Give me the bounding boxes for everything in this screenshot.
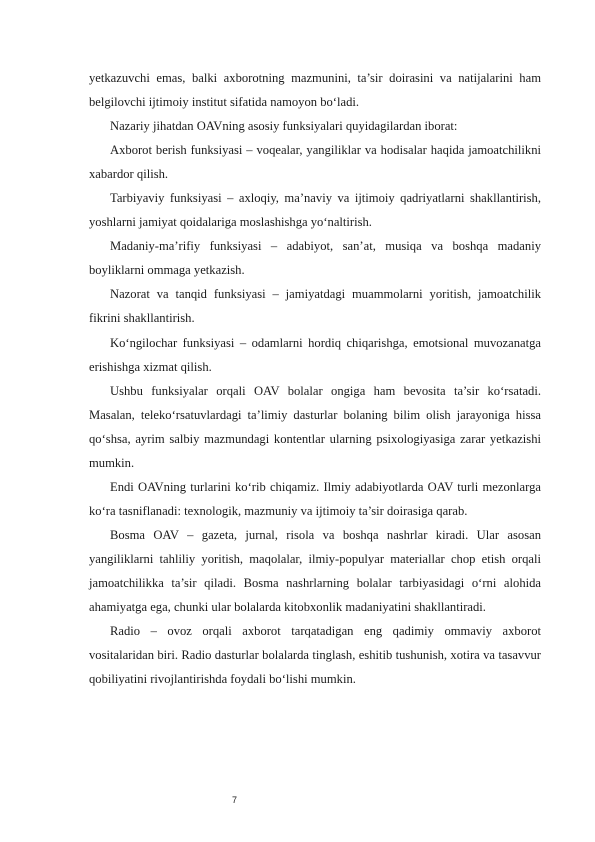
paragraph-entertainment-function: Ko‘ngilochar funksiyasi – odamlarni hordiq chiqarishga, emotsional muvozanatga erishishga xizmat qilish. <box>89 335 541 374</box>
paragraph-control-function: Nazorat va tanqid funksiyasi – jamiyatdagi muammolarni yoritish, jamoatchilik fikrini shakllantirish. <box>89 287 541 326</box>
paragraph-educational-function: Tarbiyaviy funksiyasi – axloqiy, ma’naviy va ijtimoiy qadriyatlarni shakllantirish, yoshlarni jamiyat qoidalariga moslashishga yo‘naltirish. <box>89 191 541 230</box>
paragraph-cultural-function: Madaniy-ma’rifiy funksiyasi – adabiyot, san’at, musiqa va boshqa madaniy boyliklarni ommaga yetkazish. <box>89 239 541 278</box>
paragraph-functions-intro: Nazariy jihatdan OAVning asosiy funksiyalari quyidagilardan iborat: <box>110 119 458 134</box>
paragraph-media-types: Endi OAVning turlarini ko‘rib chiqamiz. Ilmiy adabiyotlarda OAV turli mezonlarga ko‘ra tasniflanadi: texnologik, mazmuniy va ijtimoiy ta’sir doirasiga qarab. <box>89 479 541 518</box>
page-number: 7 <box>232 795 238 805</box>
paragraph-influence-on-children: Ushbu funksiyalar orqali OAV bolalar ongiga ham bevosita ta’sir ko‘rsatadi. Masalan, teleko‘rsatuvlardagi ta’limiy dasturlar bolaning bilim olish jarayoniga hissa qo‘shsa, ayrim salbiy mazmundagi kontentlar ularning psixologiyasiga zarar yetkazishi mumkin. <box>89 383 541 470</box>
body-text <box>89 66 541 691</box>
paragraph-print-media: Bosma OAV – gazeta, jurnal, risola va boshqa nashrlar kiradi. Ular asosan yangiliklarni tahliliy yoritish, maqolalar, ilmiy-populyar materiallar chop etish orqali jamoatchilikka ta’sir qiladi. Bosma nashrlarning bolalar tarbiyasidagi o‘rni alohida ahamiyatga ega, chunki ular bolalarda kitobxonlik madaniyatini shakllantiradi. <box>89 527 541 615</box>
paragraph-continuation: yetkazuvchi emas, balki axborotning mazmunini, ta’sir doirasini va natijalarini ham belgilovchi ijtimoiy institut sifatida namoyon bo‘ladi. <box>89 71 541 110</box>
paragraph-radio: Radio – ovoz orqali axborot tarqatadigan eng qadimiy ommaviy axborot vositalaridan biri. Radio dasturlar bolalarda tinglash, eshitib tushunish, xotira va tasavvur qobiliyatini rivojlantirishda foydali bo‘lishi mumkin. <box>89 624 541 687</box>
paragraph-information-function: Axborot berish funksiyasi – voqealar, yangiliklar va hodisalar haqida jamoatchilikni xabardor qilish. <box>89 143 541 182</box>
